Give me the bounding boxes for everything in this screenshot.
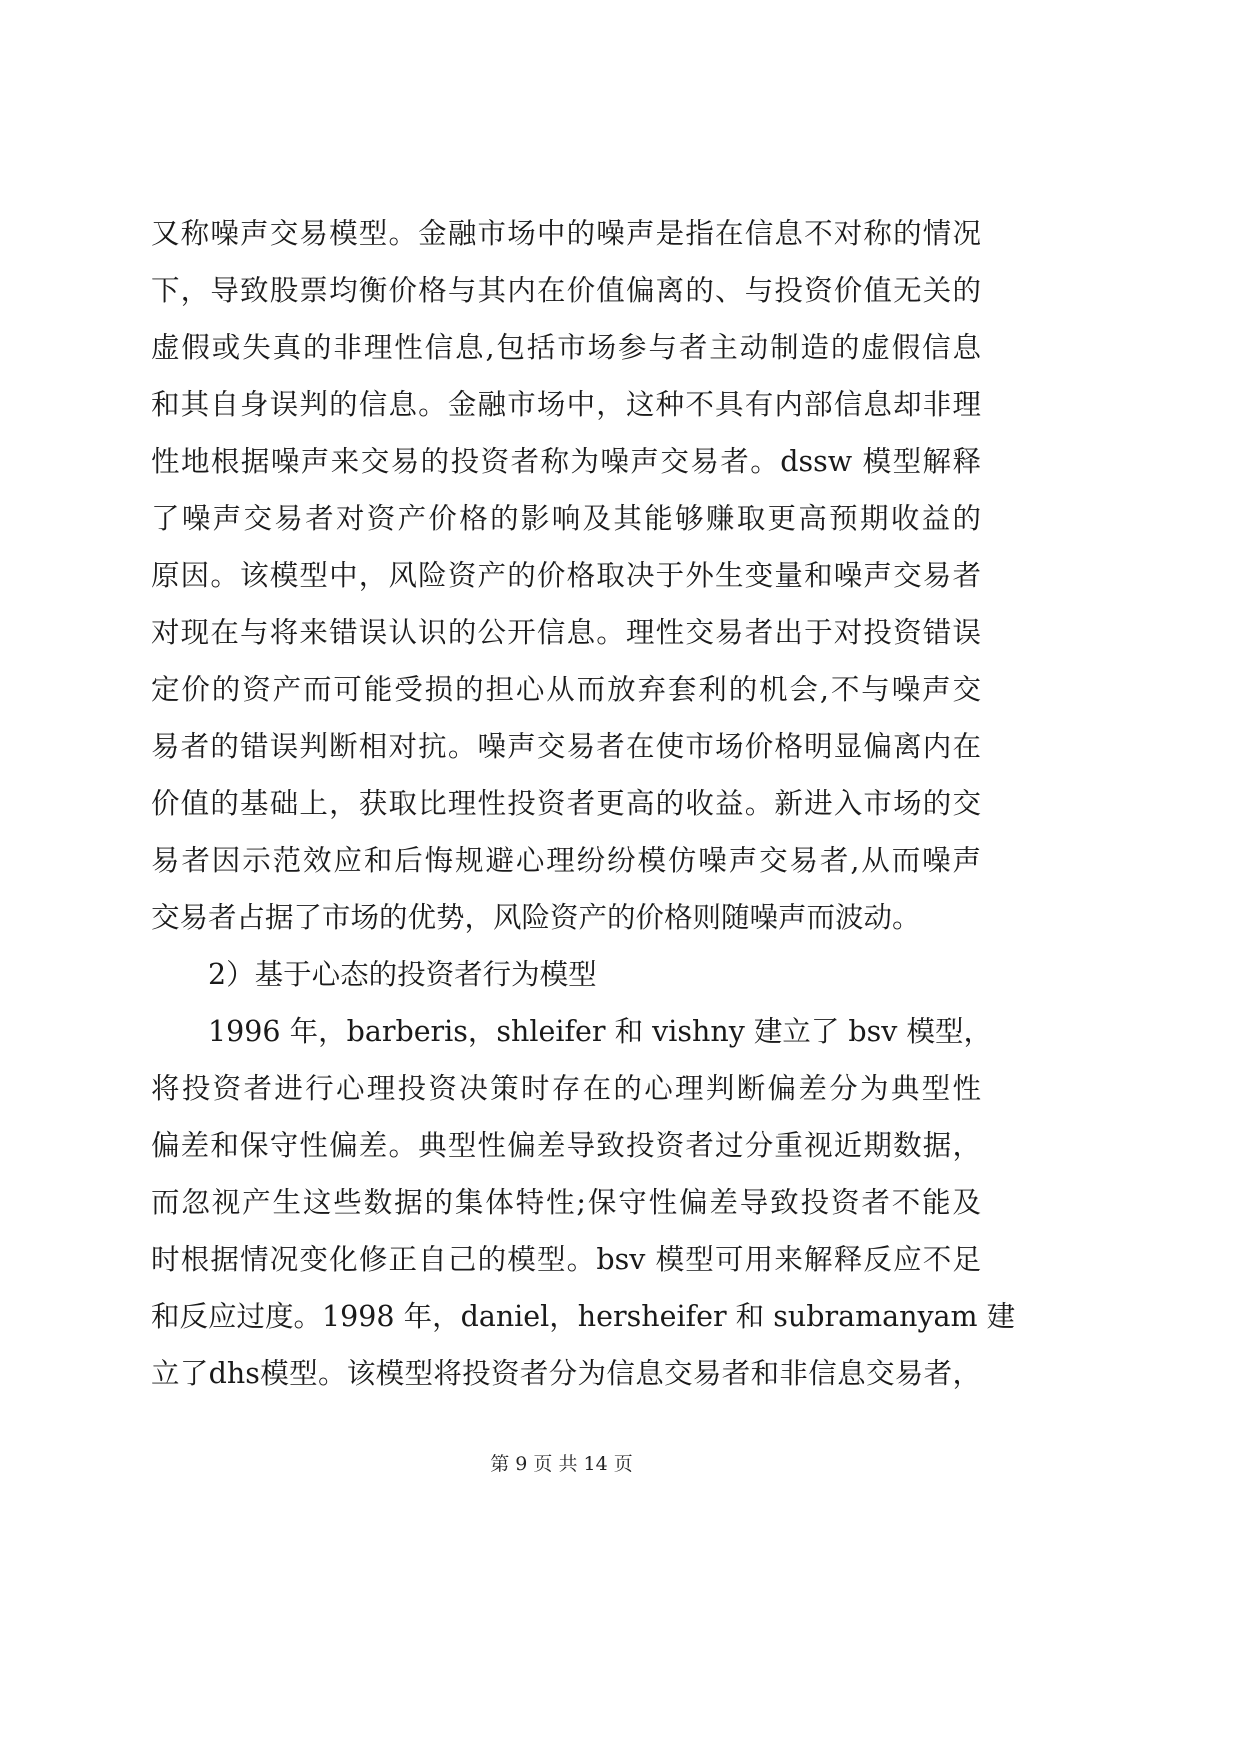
paragraph-line: 而忽视产生这些数据的集体特性;保守性偏差导致投资者不能及 bbox=[151, 1186, 981, 1219]
paragraph-line: 和反应过度。1998 年，daniel，hersheifer 和 subramanyam 建 bbox=[151, 1300, 1016, 1333]
paragraph-line: 1996 年，barberis，shleifer 和 vishny 建立了 bsv 模型， bbox=[208, 1015, 992, 1048]
paragraph-line: 交易者占据了市场的优势，风险资产的价格则随噪声而波动。 bbox=[151, 901, 921, 934]
paragraph-line: 易者因示范效应和后悔规避心理纷纷模仿噪声交易者,从而噪声 bbox=[151, 844, 981, 877]
paragraph-line: 下，导致股票均衡价格与其内在价值偏离的、与投资价值无关的 bbox=[151, 274, 981, 307]
paragraph-line: 易者的错误判断相对抗。噪声交易者在使市场价格明显偏离内在 bbox=[151, 730, 981, 763]
paragraph-line: 定价的资产而可能受损的担心从而放弃套利的机会,不与噪声交 bbox=[151, 673, 981, 706]
paragraph-line: 立了dhs模型。该模型将投资者分为信息交易者和非信息交易者， bbox=[151, 1357, 981, 1390]
paragraph-line: 价值的基础上，获取比理性投资者更高的收益。新进入市场的交 bbox=[151, 787, 981, 820]
paragraph-line: 对现在与将来错误认识的公开信息。理性交易者出于对投资错误 bbox=[151, 616, 981, 649]
paragraph-line: 了噪声交易者对资产价格的影响及其能够赚取更高预期收益的 bbox=[151, 502, 981, 535]
paragraph-line: 又称噪声交易模型。金融市场中的噪声是指在信息不对称的情况 bbox=[151, 217, 981, 250]
paragraph-line: 性地根据噪声来交易的投资者称为噪声交易者。dssw 模型解释 bbox=[151, 445, 981, 478]
page-number-footer: 第 9 页 共 14 页 bbox=[490, 1453, 633, 1475]
paragraph-line: 和其自身误判的信息。金融市场中，这种不具有内部信息却非理 bbox=[151, 388, 981, 421]
paragraph-line: 虚假或失真的非理性信息,包括市场参与者主动制造的虚假信息 bbox=[151, 331, 981, 364]
paragraph-line: 原因。该模型中，风险资产的价格取决于外生变量和噪声交易者 bbox=[151, 559, 981, 592]
paragraph-line: 偏差和保守性偏差。典型性偏差导致投资者过分重视近期数据， bbox=[151, 1129, 981, 1162]
section-heading: 2）基于心态的投资者行为模型 bbox=[208, 958, 597, 991]
paragraph-line: 将投资者进行心理投资决策时存在的心理判断偏差分为典型性 bbox=[151, 1072, 981, 1105]
paragraph-line: 时根据情况变化修正自己的模型。bsv 模型可用来解释反应不足 bbox=[151, 1243, 981, 1276]
